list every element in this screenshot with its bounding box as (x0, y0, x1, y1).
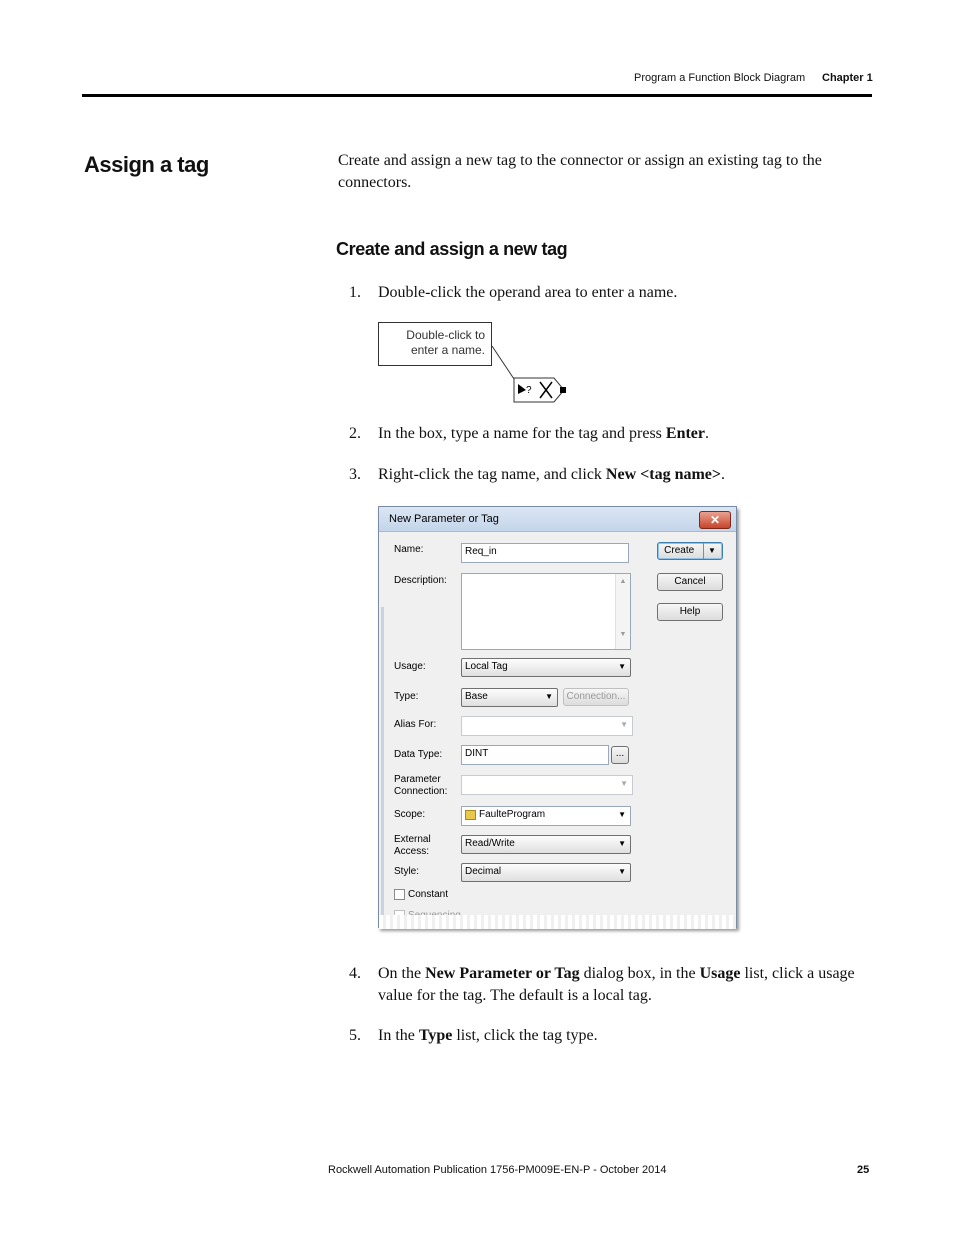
dropdown-arrow-icon: ▼ (618, 839, 626, 848)
scope-select[interactable]: FaulteProgram ▼ (461, 806, 631, 826)
torn-edge (379, 915, 736, 929)
external-access-label-2: Access: (394, 846, 430, 857)
close-button[interactable]: ✕ (699, 511, 731, 529)
data-type-label: Data Type: (394, 749, 443, 760)
step-2-number: 2. (349, 425, 361, 442)
subsection-title: Create and assign a new tag (336, 239, 568, 259)
name-label: Name: (394, 544, 424, 555)
left-edge-bar (381, 607, 384, 917)
type-select[interactable]: Base ▼ (461, 688, 558, 707)
step-4-line-1: On the New Parameter or Tag dialog box, in the Usage list, click a usage (378, 965, 855, 982)
step-3-number: 3. (349, 466, 361, 483)
dropdown-arrow-icon: ▼ (545, 692, 553, 701)
constant-label: Constant (408, 889, 449, 900)
external-access-label-1: External (394, 834, 431, 845)
constant-checkbox[interactable] (394, 889, 405, 900)
help-button[interactable]: Help (657, 603, 723, 621)
step-5-text: In the Type list, click the tag type. (378, 1027, 598, 1044)
alias-for-label: Alias For: (394, 719, 437, 730)
callout-line-1: Double-click to (406, 328, 485, 342)
svg-text:?: ? (526, 385, 532, 396)
create-button[interactable]: Create ▼ (657, 542, 723, 560)
usage-label: Usage: (394, 661, 426, 672)
scroll-up-icon: ▲ (619, 578, 627, 585)
usage-select[interactable]: Local Tag ▼ (461, 658, 631, 677)
parameter-connection-label-1: Parameter (394, 774, 441, 785)
name-field[interactable]: Req_in (461, 543, 629, 563)
scope-label: Scope: (394, 809, 426, 820)
type-label: Type: (394, 691, 419, 702)
intro-line-1: Create and assign a new tag to the connector or assign an existing tag to the (338, 152, 822, 169)
pin-icon (560, 387, 566, 393)
external-access-select[interactable]: Read/Write ▼ (461, 835, 631, 854)
description-field[interactable] (461, 573, 631, 650)
chevron-down-icon[interactable]: ▼ (703, 543, 716, 559)
intro-line-2: connectors. (338, 174, 412, 191)
callout-line-2: enter a name. (410, 343, 485, 357)
footer-publication: Rockwell Automation Publication 1756-PM009E-EN-P - October 2014 (328, 1164, 667, 1176)
style-label: Style: (394, 866, 420, 877)
header-rule (82, 94, 872, 97)
header-section-title: Program a Function Block Diagram (634, 72, 806, 84)
callout-box (378, 322, 492, 366)
step-5-number: 5. (349, 1027, 361, 1044)
section-title: Assign a tag (84, 152, 209, 177)
dropdown-arrow-icon: ▼ (618, 662, 626, 671)
page-number: 25 (857, 1164, 870, 1176)
step-3-text: Right-click the tag name, and click New <tag name>. (378, 466, 726, 483)
program-folder-icon (465, 810, 476, 820)
parameter-connection-select[interactable] (461, 775, 633, 795)
dropdown-arrow-icon: ▼ (620, 779, 628, 788)
step-2-text: In the box, type a name for the tag and press Enter. (378, 425, 710, 442)
style-select[interactable]: Decimal ▼ (461, 863, 631, 882)
step-4-line-2: value for the tag. The default is a local tag. (378, 987, 652, 1004)
step-1-text: Double-click the operand area to enter a name. (378, 284, 678, 301)
dialog-title-bar (379, 507, 736, 532)
data-type-field[interactable]: DINT (461, 745, 609, 765)
header-chapter: Chapter 1 (822, 72, 873, 84)
step-1-number: 1. (349, 284, 361, 301)
parameter-connection-label-2: Connection: (394, 786, 448, 797)
alias-for-select[interactable] (461, 716, 633, 736)
dropdown-arrow-icon: ▼ (618, 810, 626, 819)
browse-data-type-button[interactable]: ... (611, 746, 629, 764)
step-4-number: 4. (349, 965, 361, 982)
description-scrollbar[interactable] (615, 574, 630, 649)
scroll-down-icon: ▼ (619, 631, 627, 638)
description-label: Description: (394, 575, 447, 586)
cancel-button[interactable]: Cancel (657, 573, 723, 591)
new-parameter-or-tag-dialog (378, 506, 737, 928)
dropdown-arrow-icon: ▼ (618, 867, 626, 876)
dialog-title: New Parameter or Tag (389, 513, 499, 525)
connection-button[interactable]: Connection... (563, 688, 629, 706)
dropdown-arrow-icon: ▼ (620, 720, 628, 729)
connector-figure (488, 340, 578, 404)
